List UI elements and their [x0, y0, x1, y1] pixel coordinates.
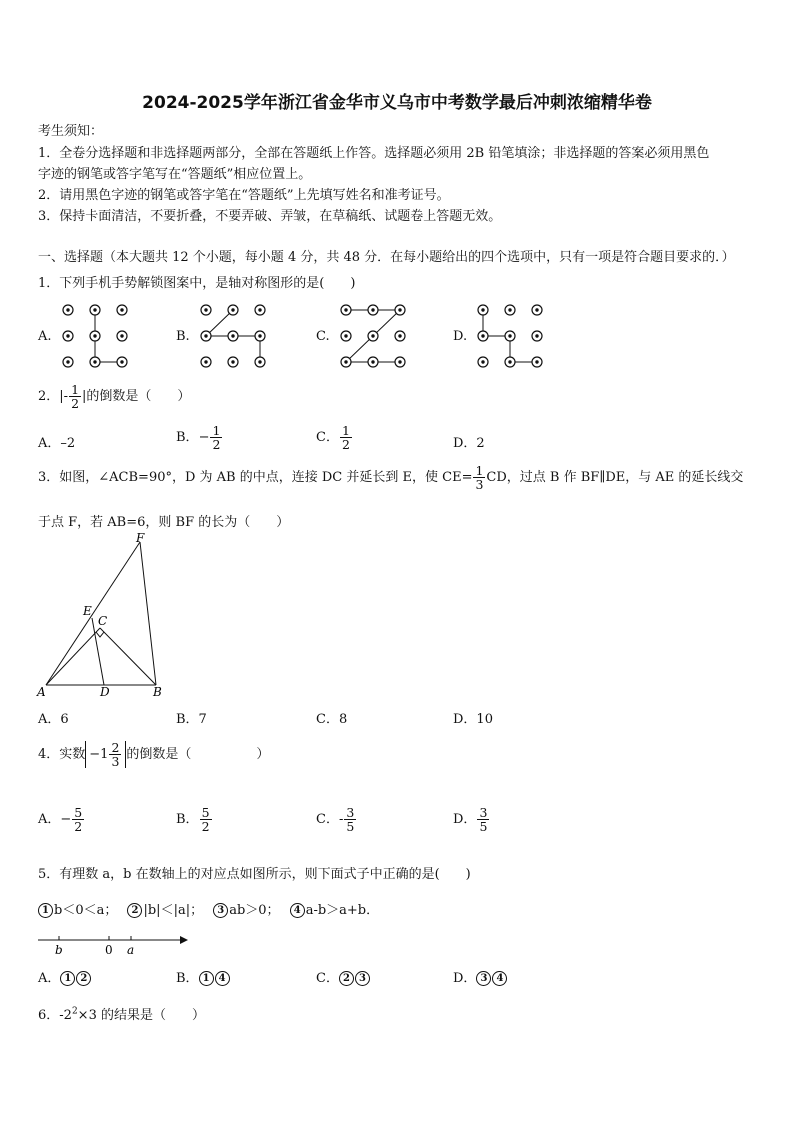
question-3-stem-line-1: 3．如图，∠ACB=90°，D 为 AB 的中点，连接 DC 并延长到 E，使 CE= $\frac{1}{3}$ CD，过点 B 作 BF∥DE，与 AE 的延长线交	[38, 463, 744, 493]
question-2-option-a: A．–2	[38, 436, 76, 451]
question-4-option-b: B． $\frac{5}{2}$	[176, 805, 210, 835]
number-line-label-b: b	[55, 943, 63, 957]
notice-item-1-line-1: 1．全卷分选择题和非选择题两部分，全部在答题纸上作答。选择题必须用 2B 铅笔填涂；非选择题的答案必须用黑色	[38, 146, 710, 161]
question-3-option-b: B．7	[176, 712, 207, 727]
question-1-option-c-label: C.	[316, 329, 330, 344]
label-C: C	[98, 614, 108, 628]
question-1-pattern-a	[58, 302, 134, 372]
page-title: 2024-2025学年浙江省金华市义乌市中考数学最后冲刺浓缩精华卷	[142, 93, 652, 113]
question-3-stem-line-2: 于点 F，若 AB=6，则 BF 的长为（ ）	[38, 515, 290, 530]
question-1-pattern-c	[336, 302, 412, 372]
notice-heading: 考生须知：	[38, 124, 104, 139]
question-5-stem: 5．有理数 a，b 在数轴上的对应点如图所示，则下面式子中正确的是( )	[38, 867, 471, 882]
notice-item-3: 3．保持卡面清洁，不要折叠，不要弄破、弄皱，在草稿纸、试题卷上答题无效。	[38, 209, 502, 224]
question-2-option-b: B．− $\frac{1}{2}$	[176, 423, 221, 453]
question-1-option-d-label: D.	[453, 329, 468, 344]
question-5-statements: 1 b＜0＜a； 2 |b|＜|a|； 3 ab＞0； 4 a-b＞a+b．	[38, 899, 379, 918]
question-4-option-a: A．− $\frac{5}{2}$	[38, 805, 83, 835]
label-D: D	[100, 685, 110, 699]
question-5-option-c: C． 2 3	[316, 967, 371, 986]
number-line-label-zero: 0	[105, 943, 113, 957]
question-1-option-b-label: B.	[176, 329, 190, 344]
question-2-option-c: C． $\frac{1}{2}$	[316, 423, 350, 453]
question-2-stem: 2．|- $\frac{1}{2}$ |的倒数是（ ）	[38, 382, 191, 412]
question-3-triangle-figure	[34, 530, 174, 702]
question-5-option-b: B． 1 4	[176, 967, 231, 986]
question-1-pattern-b	[196, 302, 272, 372]
question-5-number-line	[36, 930, 192, 958]
label-E: E	[83, 604, 92, 618]
question-3-option-c: C．8	[316, 712, 348, 727]
question-1-stem: 1．下列手机手势解锁图案中，是轴对称图形的是( )	[38, 276, 356, 291]
question-6-stem: 6．$-2^2\times 3$ 的结果是（ ）	[38, 1006, 205, 1023]
question-2-option-d: D．2	[453, 436, 485, 451]
question-1-option-a-label: A.	[38, 329, 52, 344]
label-F: F	[136, 531, 145, 545]
label-B: B	[153, 685, 162, 699]
question-4-stem: 4．实数 −1 $\frac{2}{3}$ 的倒数是（ ）	[38, 740, 270, 770]
section-heading: 一、选择题（本大题共 12 个小题，每小题 4 分，共 48 分．在每小题给出的四个选项中，只有一项是符合题目要求的．）	[38, 250, 735, 265]
label-A: A	[37, 685, 46, 699]
question-1-pattern-d	[473, 302, 549, 372]
question-4-option-d: D． $\frac{3}{5}$	[453, 805, 488, 835]
question-5-option-d: D． 3 4	[453, 967, 508, 986]
question-4-option-c: C．- $\frac{3}{5}$	[316, 805, 355, 835]
question-3-option-a: A．6	[38, 712, 69, 727]
question-5-option-a: A． 1 2	[38, 967, 92, 986]
number-line-label-a: a	[127, 943, 135, 957]
question-3-option-d: D．10	[453, 712, 493, 727]
notice-item-1-line-2: 字迹的钢笔或答字笔写在“答题纸”相应位置上。	[38, 167, 312, 182]
notice-item-2: 2．请用黑色字迹的钢笔或答字笔在“答题纸”上先填写姓名和准考证号。	[38, 188, 450, 203]
